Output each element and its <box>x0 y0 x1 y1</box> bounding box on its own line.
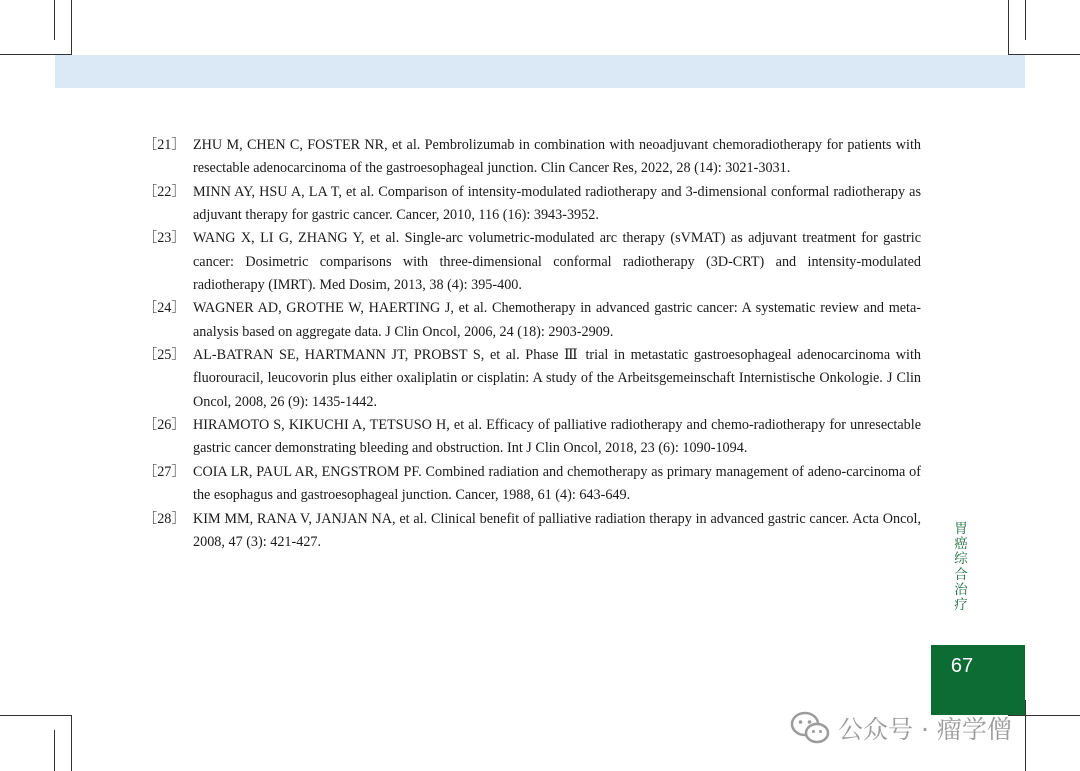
watermark <box>790 709 1012 747</box>
reference-text: KIM MM, RANA V, JANJAN NA, et al. Clinical benefit of palliative radiation therapy in advanced gastric cancer. Acta Oncol, 2008, 47 (3): 421-427. <box>193 510 921 550</box>
reference-item <box>143 297 921 344</box>
reference-text: MINN AY, HSU A, LA T, et al. Comparison of intensity-modulated radiotherapy and 3-dimensional conformal radiotherapy as adjuvant therapy for gastric cancer. Cancer, 2010, 116 (16): 3943-3952. <box>193 183 921 224</box>
reference-item <box>143 461 921 508</box>
crop-mark-top-right-v2 <box>1025 0 1026 40</box>
reference-text: WAGNER AD, GROTHE W, HAERTING J, et al. Chemotherapy in advanced gastric cancer: A systematic review and meta-analysis based on aggregate data. J Clin Oncol, 2006, 24 (18): 2903-2909. <box>193 300 921 340</box>
reference-text: WANG X, LI G, ZHANG Y, et al. Single-arc volumetric-modulated arc therapy (sVMAT) as adjuvant treatment for gastric cancer: Dosimetric comparisons with three-dimensional conformal radiotherapy (3D-CRT) and intensity-modulated radiotherapy (IMRT). Med Dosim, 2013, 38 (4): 395-400. <box>193 230 921 294</box>
reference-text: ZHU M, CHEN C, FOSTER NR, et al. Pembrolizumab in combination with neoadjuvant chemoradiotherapy for patients with resectable adenocarcinoma of the gastroesophageal junction. Clin Cancer Res, 2022, 28 (14): 3021-3031. <box>193 137 921 177</box>
side-chapter-title: 胃癌综合治疗 <box>954 521 968 614</box>
reference-number: ［24］ <box>143 300 186 317</box>
crop-mark-top-left-v <box>71 0 72 55</box>
reference-text: HIRAMOTO S, KIKUCHI A, TETSUSO H, et al. Efficacy of palliative radiotherapy and chemo-radiotherapy for unresectable gastric cancer demonstrating bleeding and obstruction. Int J Clin Oncol, 2018, 23 (6): 1090-1094. <box>193 417 921 457</box>
reference-text: COIA LR, PAUL AR, ENGSTROM PF. Combined radiation and chemotherapy as primary management of adeno-carcinoma of the esophagus and gastroesophageal junction. Cancer, 1988, 61 (4): 643-649. <box>193 463 921 504</box>
page-number-box <box>931 645 1025 715</box>
crop-mark-bottom-left-v2 <box>54 730 55 771</box>
watermark-text: 公众号 · 瘤学僧 <box>838 715 1012 744</box>
reference-item <box>143 414 921 461</box>
reference-number: ［22］ <box>143 183 186 200</box>
wechat-icon <box>790 711 830 745</box>
crop-mark-top-right-v <box>1008 0 1009 55</box>
reference-item <box>143 344 921 414</box>
reference-number: ［28］ <box>143 510 186 527</box>
header-band <box>55 55 1025 88</box>
reference-number: ［21］ <box>143 137 186 153</box>
reference-number: ［25］ <box>143 347 186 364</box>
reference-number: ［27］ <box>143 463 186 480</box>
crop-mark-bottom-right-h <box>1008 715 1080 716</box>
crop-mark-bottom-right-v <box>1025 700 1026 771</box>
crop-mark-bottom-left-v <box>71 715 72 771</box>
page-number: 67 <box>950 655 974 677</box>
reference-list <box>143 134 921 554</box>
reference-item <box>143 508 921 555</box>
reference-item <box>143 227 921 297</box>
reference-item <box>143 134 921 181</box>
crop-mark-top-left-v2 <box>54 0 55 40</box>
reference-text: AL-BATRAN SE, HARTMANN JT, PROBST S, et al. Phase Ⅲ trial in metastatic gastroesophageal adenocarcinoma with fluorouracil, leucovorin plus either oxaliplatin or cisplatin: A study of the Arbeitsgemeinschaft Internistische Onkologie. J Clin Oncol, 2008, 26 (9): 1435-1442. <box>193 347 921 410</box>
reference-number: ［26］ <box>143 417 186 434</box>
reference-number: ［23］ <box>143 230 186 247</box>
reference-item <box>143 181 921 228</box>
crop-mark-bottom-left-h <box>0 715 72 716</box>
